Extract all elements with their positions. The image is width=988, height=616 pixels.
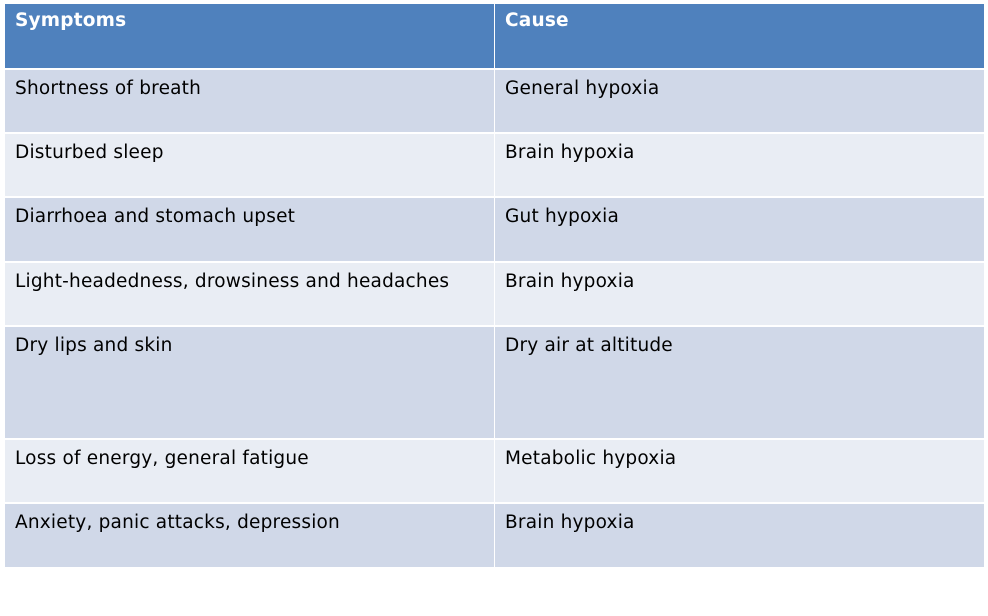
table-row-symptom: Light-headedness, drowsiness and headaches — [4, 261, 494, 325]
header-cause: Cause — [494, 4, 984, 68]
table-row-cause: Metabolic hypoxia — [494, 438, 984, 502]
table-row-cause: Gut hypoxia — [494, 196, 984, 261]
table-row-cause: Dry air at altitude — [494, 325, 984, 438]
table-row-cause: Brain hypoxia — [494, 502, 984, 567]
table-row-symptom: Loss of energy, general fatigue — [4, 438, 494, 502]
table-row-symptom: Diarrhoea and stomach upset — [4, 196, 494, 261]
table-row-cause: General hypoxia — [494, 68, 984, 132]
table-row-cause: Brain hypoxia — [494, 261, 984, 325]
symptoms-cause-table — [4, 4, 984, 616]
table-row-symptom: Anxiety, panic attacks, depression — [4, 502, 494, 567]
table-row-cause: Brain hypoxia — [494, 132, 984, 196]
table-row-symptom: Disturbed sleep — [4, 132, 494, 196]
table-row-symptom: Dry lips and skin — [4, 325, 494, 438]
table-row-symptom: Shortness of breath — [4, 68, 494, 132]
header-symptoms: Symptoms — [4, 4, 494, 68]
